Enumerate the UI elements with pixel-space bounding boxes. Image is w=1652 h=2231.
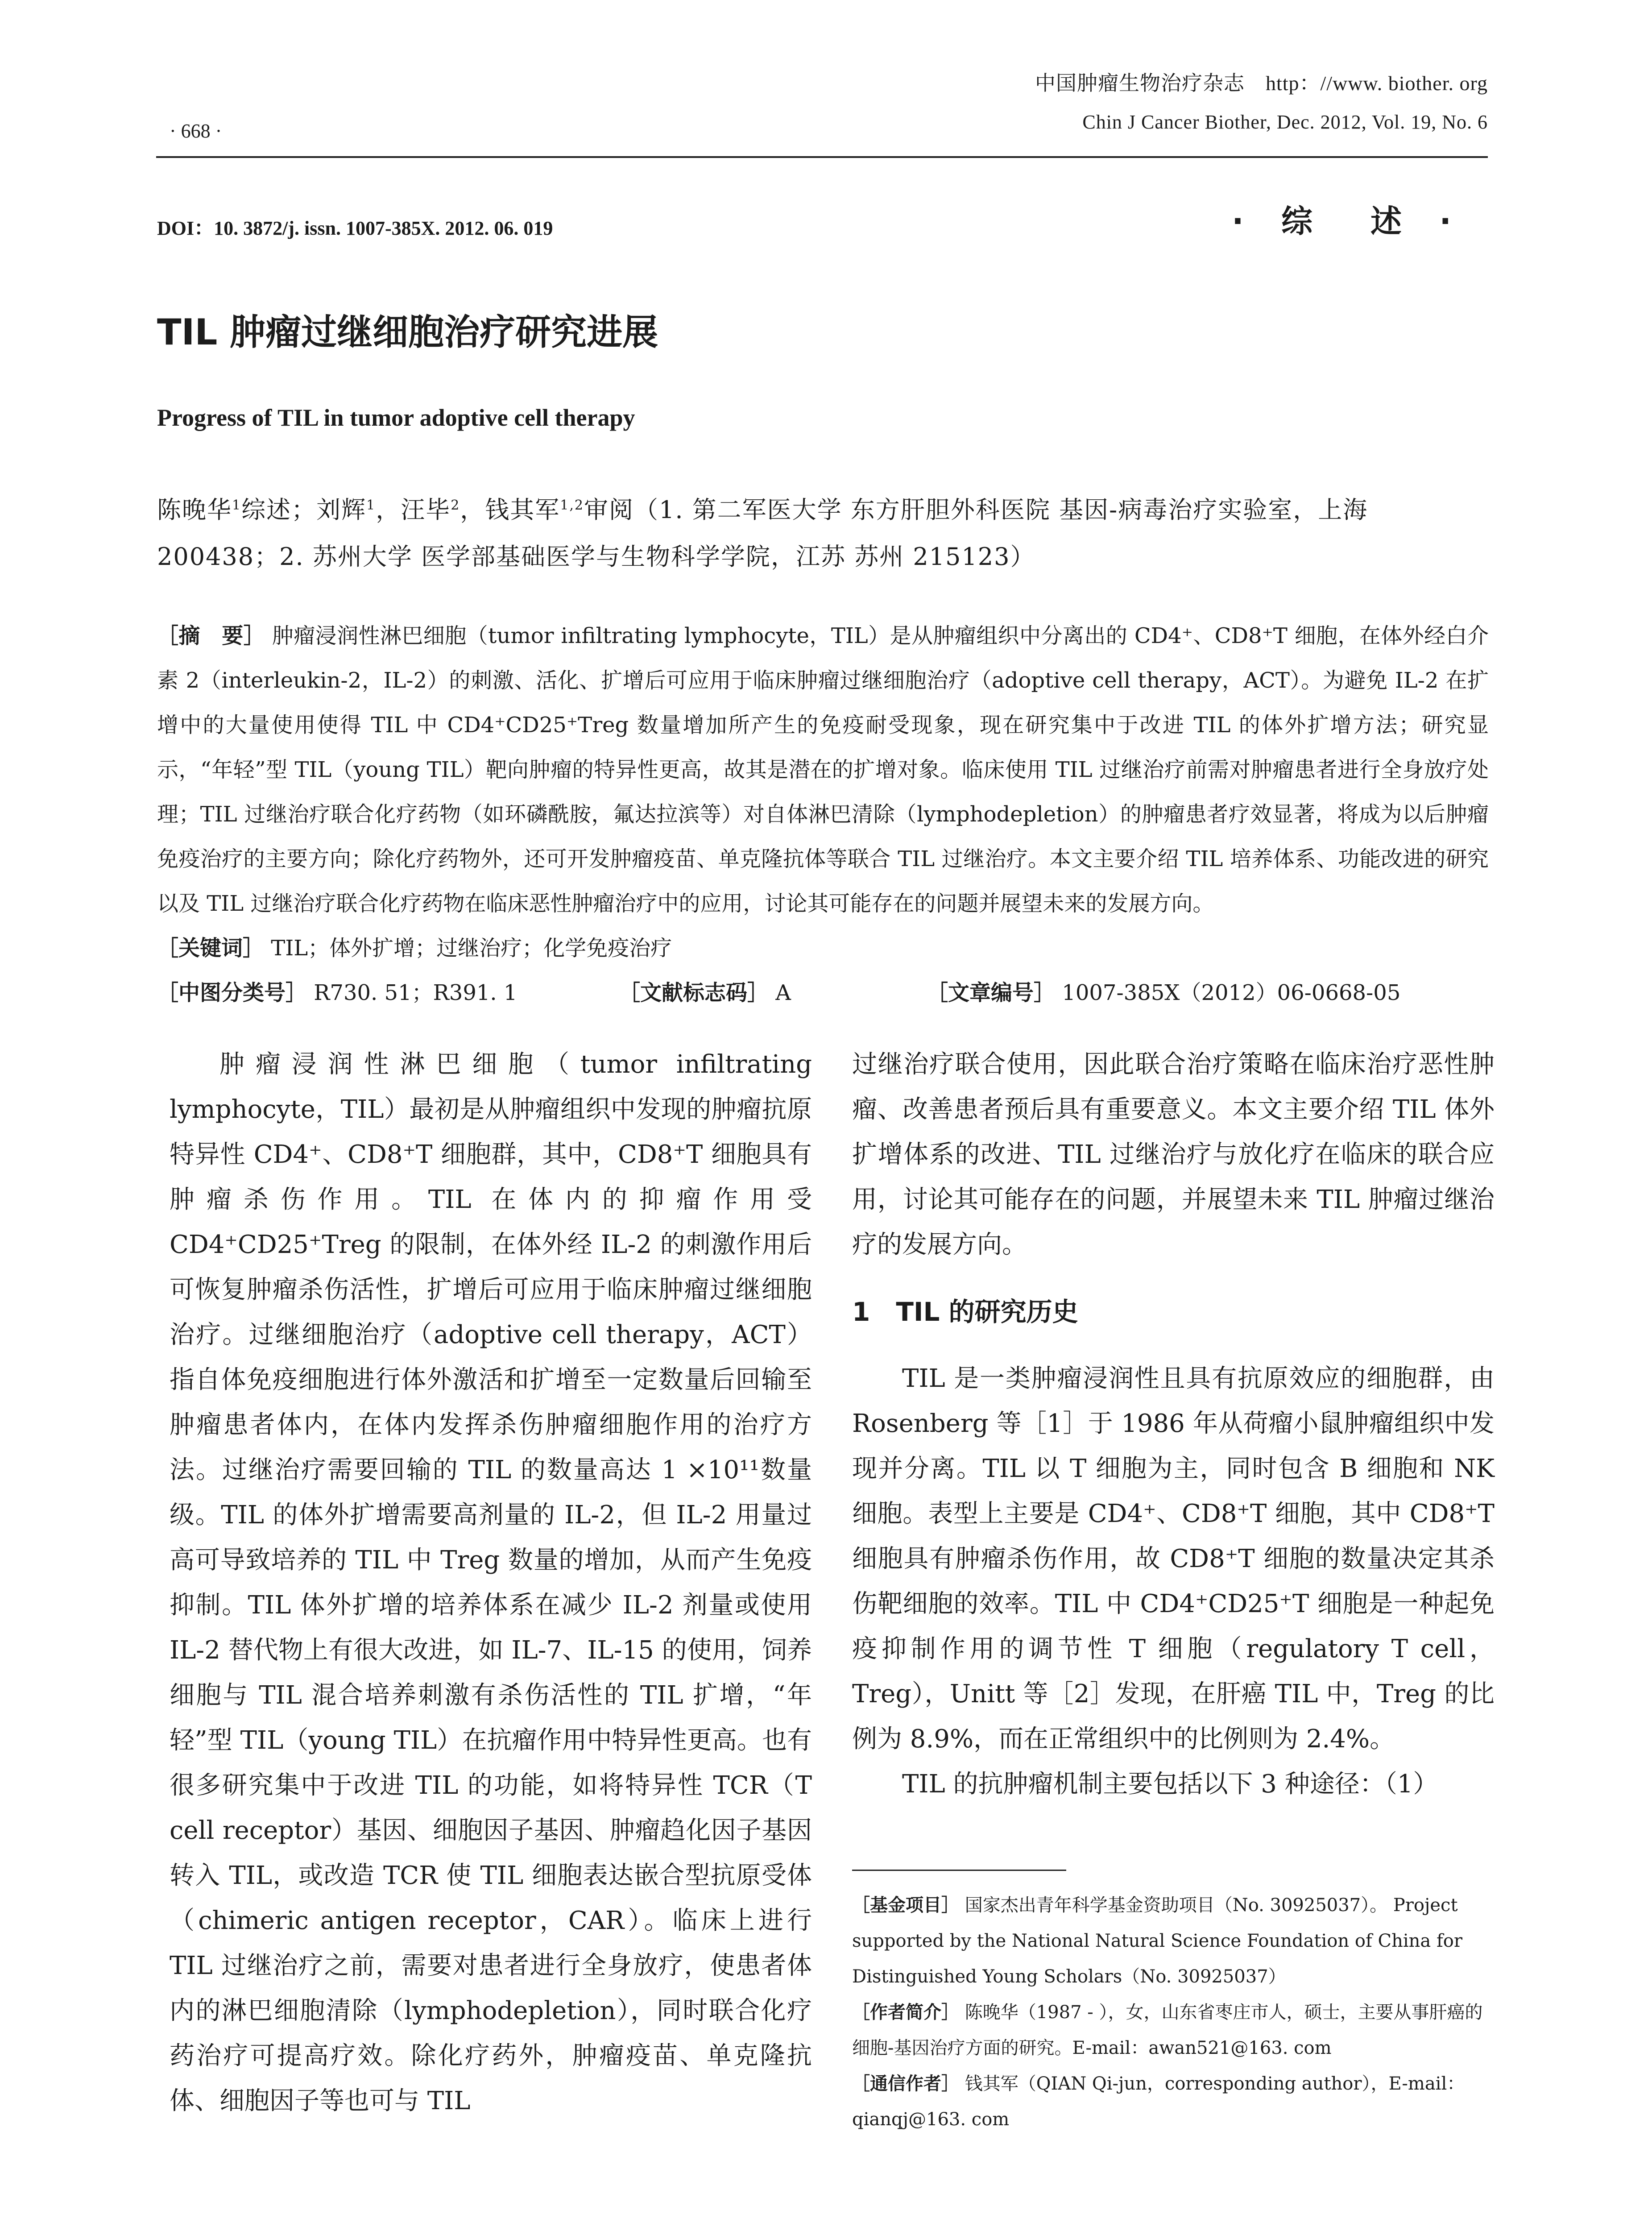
clc-field — [157, 970, 517, 1015]
page-number: · 668 · — [170, 120, 222, 142]
correspondence-text: 钱其军（QIAN Qi-jun，corresponding author），E-mail：qianqj@163. com — [852, 2073, 1465, 2130]
section-label: · 综 述 · — [1232, 203, 1465, 240]
footnote-author — [852, 1995, 1495, 2066]
journal-citation-en: Chin J Cancer Biother, Dec. 2012, Vol. 19, No. 6 — [1082, 111, 1488, 133]
footnotes — [852, 1887, 1495, 2137]
article-title-cn: TIL 肿瘤过继细胞治疗研究进展 — [157, 311, 658, 353]
body-paragraph: 肿瘤浸润性淋巴细胞（tumor infiltrating lymphocyte，TIL）最初是从肿瘤组织中发现的肿瘤抗原特异性 CD4⁺、CD8⁺T 细胞群，其中，CD8⁺T 细胞具有肿瘤杀伤作用。TIL 在体内的抑瘤作用受 CD4⁺CD25⁺Treg 的限制，在体外经 IL-2 的刺激作用后可恢复肿瘤杀伤活性，扩增后可应用于临床肿瘤过继细胞治疗。过继细胞治疗（adoptive cell therapy，ACT）指自体免疫细胞进行体外激活和扩增至一定数量后回输至肿瘤患者体内，在体内发挥杀伤肿瘤细胞作用的治疗方法。过继治疗需要回输的 TIL 的数量高达 1 ×10¹¹数量级。TIL 的体外扩增需要高剂量的 IL-2，但 IL-2 用量过高可导致培养的 TIL 中 Treg 数量的增加，从而产生免疫抑制。TIL 体外扩增的培养体系在减少 IL-2 剂量或使用 IL-2 替代物上有很大改进，如 IL-7、IL-15 的使用，饲养细胞与 TIL 混合培养刺激有杀伤活性的 TIL 扩增，“年轻”型 TIL（young TIL）在抗瘤作用中特异性更高。也有很多研究集中于改进 TIL 的功能，如将特异性 TCR（T cell receptor）基因、细胞因子基因、肿瘤趋化因子基因转入 TIL，或改造 TCR 使 TIL 细胞表达嵌合型抗原受体（chimeric antigen receptor，CAR）。临床上进行 TIL 过继治疗之前，需要对患者进行全身放疗，使患者体内的淋巴细胞清除（lymphodepletion），同时联合化疗药治疗可提高疗效。除化疗药外，肿瘤疫苗、单克隆抗体、细胞因子等也可与 TIL — [170, 1050, 812, 2115]
article-no-value: 1007-385X（2012）06-0668-05 — [1062, 980, 1401, 1005]
author-name: ，汪毕 — [376, 496, 451, 524]
affiliation-mark: 2 — [451, 498, 460, 513]
author-name: ，钱其军 — [460, 496, 560, 524]
doc-code-value: A — [775, 980, 791, 1005]
abstract-label: ［摘 要］ — [157, 623, 265, 648]
footnote-correspondence — [852, 2066, 1495, 2137]
author-list — [157, 482, 1489, 580]
body-paragraph: TIL 是一类肿瘤浸润性且具有抗原效应的细胞群，由 Rosenberg 等［1］于 1986 年从荷瘤小鼠肿瘤组织中发现并分离。TIL 以 T 细胞为主，同时包含 B 细胞和 NK 细胞。表型上主要是 CD4⁺、CD8⁺T 细胞，其中 CD8⁺T 细胞具有肿瘤杀伤作用，故 CD8⁺T 细胞的数量决定其杀伤靶细胞的效率。TIL 中 CD4⁺CD25⁺T 细胞是一种起免疫抑制作用的调节性 T 细胞（regulatory T cell，Treg），Unitt 等［2］发现，在肝癌 TIL 中，Treg 的比例为 8.9%，而在正常组织中的比例则为 2.4%。 — [852, 1364, 1495, 1754]
affiliations: 审阅（1. 第二军医大学 东方肝胆外科医院 基因-病毒治疗实验室，上海 200438；2. 苏州大学 医学部基础医学与生物科学学院，江苏 苏州 215123） — [157, 496, 1368, 571]
body-paragraph: 过继治疗联合使用，因此联合治疗策略在临床治疗恶性肿瘤、改善患者预后具有重要意义。本文主要介绍 TIL 体外扩增体系的改进、TIL 过继治疗与放化疗在临床的联合应用，讨论其可能存在的问题，并展望未来 TIL 肿瘤过继治疗的发展方向。 — [852, 1050, 1495, 1259]
footnote-divider — [852, 1870, 1066, 1871]
fund-text-en: Project supported by the National Natural Science Foundation of China for Distinguished Young Scholars（No. 30925037） — [852, 1895, 1462, 1987]
doi: DOI：10. 3872/j. issn. 1007-385X. 2012. 06. 019 — [157, 217, 553, 239]
article-no-label: ［文章编号］ — [927, 980, 1056, 1005]
article-title-en: Progress of TIL in tumor adoptive cell therapy — [157, 404, 635, 431]
author-info-label: ［作者简介］ — [852, 2002, 959, 2023]
header-divider — [156, 156, 1488, 158]
body-paragraph: TIL 的抗肿瘤机制主要包括以下 3 种途径：（1） — [902, 1770, 1438, 1799]
journal-name-cn: 中国肿瘤生物治疗杂志 http：//www. biother. org — [1035, 72, 1488, 95]
footnote-fund — [852, 1887, 1495, 1995]
clc-label: ［中图分类号］ — [157, 980, 307, 1005]
section-heading: 1 TIL 的研究历史 — [852, 1297, 1078, 1327]
clc-value: R730. 51；R391. 1 — [314, 980, 518, 1005]
fund-label: ［基金项目］ — [852, 1895, 959, 1916]
abstract — [157, 614, 1489, 926]
affiliation-mark: 1,2 — [560, 498, 584, 513]
affiliation-mark: 1 — [232, 498, 242, 513]
author-name: 综述；刘辉 — [241, 496, 367, 524]
author-info-text: 陈晚华（1987 - ），女，山东省枣庄市人，硕士，主要从事肝癌的细胞-基因治疗方面的研究。E-mail：awan521@163. com — [852, 2002, 1483, 2058]
doc-code-label: ［文献标志码］ — [619, 980, 769, 1005]
doc-code-field — [619, 970, 791, 1015]
fund-text-cn: 国家杰出青年科学基金资助项目（No. 30925037）。 — [965, 1895, 1388, 1916]
author-name: 陈晚华 — [157, 496, 232, 524]
keywords-label: ［关键词］ — [157, 936, 265, 961]
body-column-right — [852, 1042, 1495, 1807]
affiliation-mark: 1 — [366, 498, 376, 513]
abstract-text: 肿瘤浸润性淋巴细胞（tumor infiltrating lymphocyte，TIL）是从肿瘤组织中分离出的 CD4⁺、CD8⁺T 细胞，在体外经白介素 2（interleukin-2，IL-2）的刺激、活化、扩增后可应用于临床肿瘤过继细胞治疗（adoptive cell therapy，ACT）。为避免 IL-2 在扩增中的大量使用使得 TIL 中 CD4⁺CD25⁺Treg 数量增加所产生的免疫耐受现象，现在研究集中于改进 TIL 的体外扩增方法；研究显示，“年轻”型 TIL（young TIL）靶向肿瘤的特异性更高，故其是潜在的扩增对象。临床使用 TIL 过继治疗前需对肿瘤患者进行全身放疗处理；TIL 过继治疗联合化疗药物（如环磷酰胺，氟达拉滨等）对自体淋巴清除（lymphodepletion）的肿瘤患者疗效显著，将成为以后肿瘤免疫治疗的主要方向；除化疗药物外，还可开发肿瘤疫苗、单克隆抗体等联合 TIL 过继治疗。本文主要介绍 TIL 培养体系、功能改进的研究以及 TIL 过继治疗联合化疗药物在临床恶性肿瘤治疗中的应用，讨论其可能存在的问题并展望未来的发展方向。 — [157, 623, 1489, 916]
body-column-left — [170, 1042, 812, 2123]
correspondence-label: ［通信作者］ — [852, 2073, 959, 2094]
keywords-text: TIL；体外扩增；过继治疗；化学免疫治疗 — [271, 936, 672, 961]
article-no-field — [927, 970, 1400, 1015]
keywords — [157, 926, 1489, 970]
